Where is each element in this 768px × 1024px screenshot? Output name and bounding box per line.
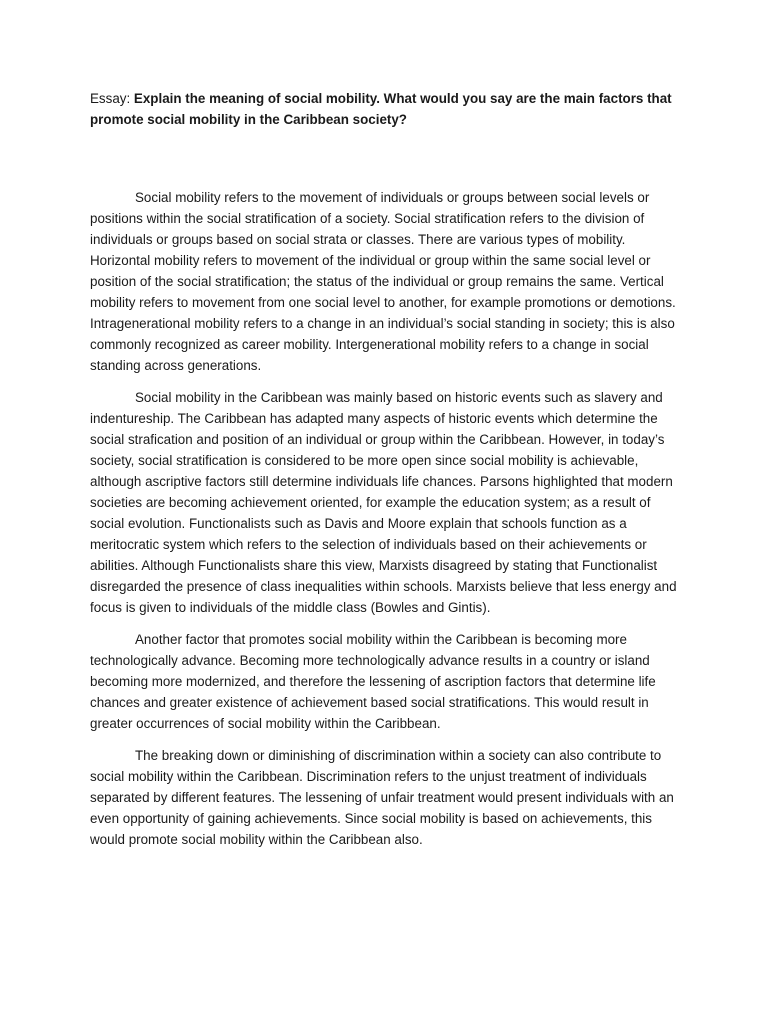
essay-question: Explain the meaning of social mobility. What would you say are the main factors that promote social mobility in the Caribbean society? xyxy=(90,91,672,127)
paragraph-definition: Social mobility refers to the movement of individuals or groups between social levels or positions within the social stratification of a society. Social stratification refers to the division of individuals or groups based on social strata or classes. There are various types of mobility. Horizontal mobility refers to movement of the individual or group within the same social level or position of the social stratification; the status of the individual or group remains the same. Vertical mobility refers to movement from one social level to another, for example promotions or demotions. Intragenerational mobility refers to a change in an individual’s social standing in society; this is also commonly recognized as career mobility. Intergenerational mobility refers to a change in social standing across generations. xyxy=(90,190,676,373)
paragraph-caribbean-history: Social mobility in the Caribbean was mainly based on historic events such as slavery and indentureship. The Caribbean has adapted many aspects of historic events which determine the social strafication and position of an individual or group within the Caribbean. However, in today’s society, social stratification is considered to be more open since social mobility is achievable, although ascriptive factors still determine individuals life chances. Parsons highlighted that modern societies are becoming achievement oriented, for example the education system; as a result of social evolution. Functionalists such as Davis and Moore explain that schools function as a meritocratic system which refers to the selection of individuals based on their achievements or abilities. Although Functionalists share this view, Marxists disagreed by stating that Functionalist disregarded the presence of class inequalities within schools. Marxists believe that less energy and focus is given to individuals of the middle class (Bowles and Gintis). xyxy=(90,390,677,615)
document-body xyxy=(90,88,680,861)
paragraph-discrimination: The breaking down or diminishing of discrimination within a society can also contribute to social mobility within the Caribbean. Discrimination refers to the unjust treatment of individuals separated by different features. The lessening of unfair treatment would present individuals with an even opportunity of gaining achievements. Since social mobility is based on achievements, this would promote social mobility within the Caribbean also. xyxy=(90,748,674,847)
paragraph-technology: Another factor that promotes social mobility within the Caribbean is becoming more technologically advance. Becoming more technologically advance results in a country or island becoming more modernized, and therefore the lessening of ascription factors that determine life chances and greater existence of achievement based social stratifications. This would result in greater occurrences of social mobility within the Caribbean. xyxy=(90,632,656,731)
essay-label: Essay: xyxy=(90,91,131,106)
essay-question-heading xyxy=(90,88,680,130)
